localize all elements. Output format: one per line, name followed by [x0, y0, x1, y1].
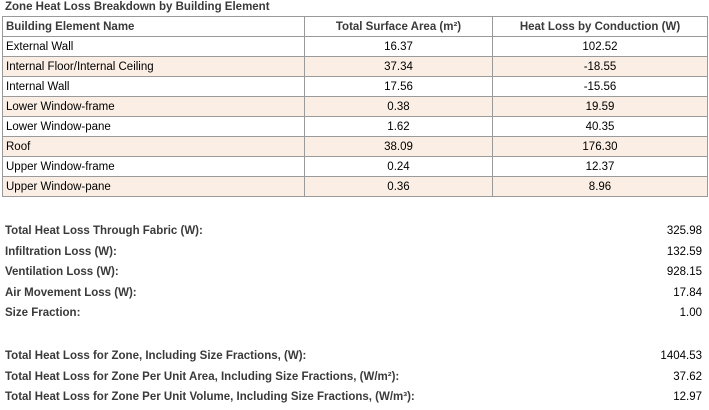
cell-element-name: Upper Window-pane [3, 177, 305, 197]
cell-surface-area: 0.36 [305, 177, 493, 197]
summary-row-air-movement-loss [5, 283, 702, 304]
cell-surface-area: 16.37 [305, 37, 493, 57]
cell-heat-loss: 8.96 [493, 177, 708, 197]
table-row [3, 137, 708, 157]
summary-label: Infiltration Loss (W): [5, 245, 117, 258]
total-label: Total Heat Loss for Zone Per Unit Volume, Including Size Fractions, (W/m³): [5, 391, 415, 403]
total-row-per-unit-volume [5, 387, 702, 408]
cell-heat-loss: -15.56 [493, 77, 708, 97]
cell-surface-area: 17.56 [305, 77, 493, 97]
table-row [3, 37, 708, 57]
summary-row-size-fraction [5, 303, 702, 324]
table-row [3, 97, 708, 117]
cell-element-name: Lower Window-pane [3, 117, 305, 137]
total-label: Total Heat Loss for Zone Per Unit Area, Including Size Fractions, (W/m²): [5, 370, 400, 383]
table-header-row [3, 17, 708, 37]
report-title: Zone Heat Loss Breakdown by Building Element [5, 1, 270, 13]
cell-surface-area: 1.62 [305, 117, 493, 137]
summary-value: 132.59 [666, 245, 702, 258]
table-row [3, 157, 708, 177]
cell-heat-loss: 40.35 [493, 117, 708, 137]
cell-element-name: Lower Window-frame [3, 97, 305, 117]
summary-label: Air Movement Loss (W): [5, 286, 137, 299]
cell-element-name: Internal Wall [3, 77, 305, 97]
summary-label: Ventilation Loss (W): [5, 266, 119, 278]
cell-surface-area: 38.09 [305, 137, 493, 157]
cell-element-name: Roof [3, 137, 305, 157]
total-label: Total Heat Loss for Zone, Including Size Fractions, (W): [5, 350, 307, 362]
cell-heat-loss: -18.55 [493, 57, 708, 77]
table-row [3, 177, 708, 197]
zone-totals [5, 346, 702, 408]
column-header-area: Total Surface Area (m²) [305, 17, 493, 37]
summary-value: 325.98 [666, 225, 702, 237]
summary-label: Size Fraction: [5, 307, 81, 319]
cell-surface-area: 37.34 [305, 57, 493, 77]
cell-surface-area: 0.38 [305, 97, 493, 117]
summary-row-infiltration-loss [5, 242, 702, 263]
table-row [3, 57, 708, 77]
total-value: 12.97 [673, 391, 702, 403]
loss-summary [5, 221, 702, 324]
summary-label: Total Heat Loss Through Fabric (W): [5, 225, 203, 237]
total-value: 37.62 [673, 370, 702, 383]
table-row [3, 117, 708, 137]
cell-heat-loss: 19.59 [493, 97, 708, 117]
summary-value: 928.15 [666, 266, 702, 278]
summary-row-ventilation-loss [5, 262, 702, 283]
cell-heat-loss: 176.30 [493, 137, 708, 157]
total-value: 1404.53 [660, 350, 702, 362]
cell-surface-area: 0.24 [305, 157, 493, 177]
cell-heat-loss: 12.37 [493, 157, 708, 177]
cell-element-name: Internal Floor/Internal Ceiling [3, 57, 305, 77]
column-header-name: Building Element Name [3, 17, 305, 37]
summary-value: 1.00 [679, 307, 702, 319]
table-row [3, 77, 708, 97]
summary-row-fabric-loss [5, 221, 702, 242]
total-row-zone-heat-loss [5, 346, 702, 367]
cell-heat-loss: 102.52 [493, 37, 708, 57]
total-row-per-unit-area [5, 367, 702, 388]
cell-element-name: Upper Window-frame [3, 157, 305, 177]
summary-value: 17.84 [673, 286, 702, 299]
heat-loss-table [2, 16, 708, 197]
column-header-loss: Heat Loss by Conduction (W) [493, 17, 708, 37]
cell-element-name: External Wall [3, 37, 305, 57]
